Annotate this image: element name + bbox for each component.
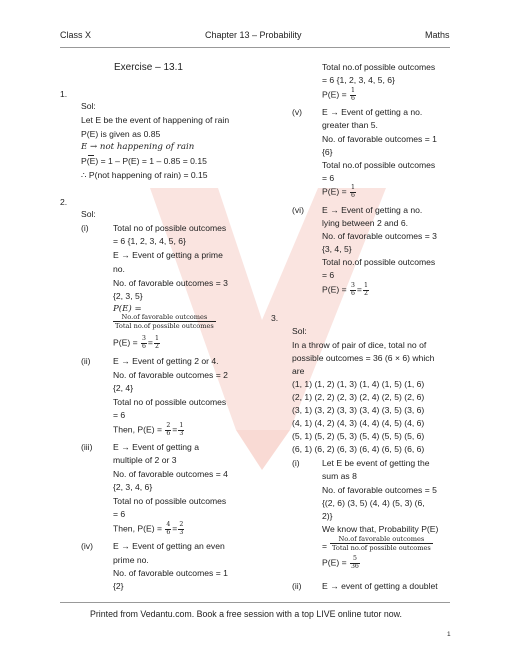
q3-i-line: sum as 8 bbox=[322, 471, 357, 481]
frac-num: 1 bbox=[363, 282, 368, 289]
frac-num: 1 bbox=[154, 335, 159, 342]
frac-den: 6 bbox=[166, 429, 171, 437]
q3-line: are bbox=[292, 366, 305, 376]
fraction-numerator: No.of favorable outcomes bbox=[330, 535, 433, 544]
q2-ii-line: Total no of possible outcomes bbox=[113, 397, 227, 407]
q2-vi-line: Total no.of possible outcomes bbox=[322, 257, 436, 267]
dice-row: (6, 1) (6, 2) (6, 3) (6, 4) (6, 5) (6, 6) bbox=[292, 444, 425, 454]
q2-iv-cont-line: Total no.of possible outcomes bbox=[322, 62, 436, 72]
frac-den: 3 bbox=[179, 429, 184, 437]
q2-number: 2. bbox=[60, 197, 68, 207]
q1-line: P(E) is given as 0.85 bbox=[81, 129, 161, 139]
q2-i-line: {2, 3, 5} bbox=[113, 291, 143, 301]
page-number: 1 bbox=[447, 631, 451, 638]
q2-v-line: Total no.of possible outcomes bbox=[322, 160, 436, 170]
frac-den: 2 bbox=[363, 289, 368, 297]
q2-iii-result bbox=[113, 522, 185, 536]
header-subject: Maths bbox=[425, 30, 450, 40]
dice-row: (4, 1) (4, 2) (4, 3) (4, 4) (4, 5) (4, 6) bbox=[292, 418, 425, 428]
frac-den: 36 bbox=[350, 562, 359, 570]
frac-num: 4 bbox=[166, 521, 171, 528]
q3-line: possible outcomes = 36 (6 × 6) which bbox=[292, 353, 435, 363]
q2-iv-line: E → Event of getting an even bbox=[113, 541, 225, 551]
q2-v-line: greater than 5. bbox=[322, 120, 378, 130]
q2-v-line: No. of favorable outcomes = 1 bbox=[322, 134, 437, 144]
result-label: P(E) = bbox=[322, 186, 347, 197]
q2-i-line: no. bbox=[113, 264, 125, 274]
equals: = bbox=[172, 523, 178, 534]
q2-i-label: (i) bbox=[81, 223, 89, 233]
q2-v-label: (v) bbox=[292, 107, 303, 117]
q2-vi-line: E → Event of getting a no. bbox=[322, 205, 423, 215]
frac-num: 1 bbox=[350, 87, 355, 94]
frac-den: 3 bbox=[179, 528, 184, 536]
q2-v-line: E → Event of getting a no. bbox=[322, 107, 423, 117]
q2-iv-line: No. of favorable outcomes = 1 bbox=[113, 568, 228, 578]
q2-v-result bbox=[322, 185, 357, 199]
q2-vi-line: lying between 2 and 6. bbox=[322, 218, 409, 228]
q2-iv-result bbox=[322, 88, 357, 102]
q3-i-line: No. of favorable outcomes = 5 bbox=[322, 485, 437, 495]
frac-den: 6 bbox=[166, 528, 171, 536]
q3-ii-label: (ii) bbox=[292, 581, 302, 591]
q2-iii-line: multiple of 2 or 3 bbox=[113, 455, 177, 465]
frac-den: 6 bbox=[350, 191, 355, 199]
q2-v-line: = 6 bbox=[322, 173, 335, 183]
dice-row: (3, 1) (3, 2) (3, 3) (3, 4) (3, 5) (3, 6) bbox=[292, 405, 425, 415]
q2-iv-cont-line: = 6 {1, 2, 3, 4, 5, 6} bbox=[322, 75, 395, 85]
equals: = bbox=[147, 337, 153, 348]
fraction-denominator: Total no.of possible outcomes bbox=[332, 544, 431, 553]
result-label: P(E) = bbox=[113, 337, 138, 348]
q1-line-math: E → not happening of rain bbox=[81, 142, 195, 152]
q3-i-fraction bbox=[330, 535, 433, 553]
q2-iii-line: = 6 bbox=[113, 509, 126, 519]
q2-ii-label: (ii) bbox=[81, 356, 91, 366]
q3-i-line: {(2, 6) (3, 5) (4, 4) (5, 3) (6, bbox=[322, 498, 425, 508]
q3-i-equals: = bbox=[322, 541, 328, 551]
q2-iv-line: {2} bbox=[113, 581, 124, 591]
q2-v-line: {6} bbox=[322, 147, 333, 157]
q2-i-line: = 6 {1, 2, 3, 4, 5, 6} bbox=[113, 236, 186, 246]
equals: = bbox=[356, 284, 362, 295]
frac-num: 3 bbox=[141, 335, 146, 342]
frac-den: 6 bbox=[350, 289, 355, 297]
header-chapter: Chapter 13 – Probability bbox=[205, 30, 302, 40]
q3-i-line: 2)} bbox=[322, 511, 333, 521]
dice-row: (5, 1) (5, 2) (5, 3) (5, 4) (5, 5) (5, 6) bbox=[292, 431, 425, 441]
q2-i-line: E → Event of getting a prime bbox=[113, 250, 223, 260]
result-label: P(E) = bbox=[322, 557, 347, 568]
q2-ii-result bbox=[113, 423, 185, 437]
frac-num: 2 bbox=[166, 422, 171, 429]
q2-ii-line: {2, 4} bbox=[113, 383, 134, 393]
q2-i-fraction bbox=[113, 313, 216, 331]
header-rule bbox=[60, 47, 450, 48]
fraction-numerator: No.of favorable outcomes bbox=[113, 313, 216, 322]
q1-sol: Sol: bbox=[81, 101, 96, 111]
q3-number: 3. bbox=[271, 313, 279, 323]
q1-number: 1. bbox=[60, 89, 68, 99]
frac-num: 5 bbox=[350, 556, 360, 564]
frac-num: 1 bbox=[179, 422, 184, 429]
q2-vi-label: (vi) bbox=[292, 205, 304, 215]
q2-i-pe: P(E) = bbox=[113, 304, 142, 314]
q3-i-result bbox=[322, 556, 361, 570]
q3-line: In a throw of pair of dice, total no of bbox=[292, 340, 427, 350]
q2-vi-line: = 6 bbox=[322, 270, 335, 280]
frac-num: 2 bbox=[179, 521, 184, 528]
q2-vi-result bbox=[322, 283, 370, 297]
q2-ii-line: No. of favorable outcomes = 2 bbox=[113, 370, 228, 380]
q3-sol: Sol: bbox=[292, 326, 307, 336]
q2-i-line: No. of favorable outcomes = 3 bbox=[113, 278, 228, 288]
q2-iii-line: E → Event of getting a bbox=[113, 442, 199, 452]
q2-iv-label: (iv) bbox=[81, 541, 93, 551]
q2-ii-line: = 6 bbox=[113, 410, 126, 420]
result-label: P(E) = bbox=[322, 284, 347, 295]
q2-vi-line: {3, 4, 5} bbox=[322, 244, 352, 254]
footer-rule bbox=[60, 602, 450, 603]
fraction-denominator: Total no.of possible outcomes bbox=[115, 322, 214, 331]
q1-line: ∴ P(not happening of rain) = 0.15 bbox=[81, 170, 208, 180]
equals: = bbox=[172, 424, 178, 435]
q2-iii-line: No. of favorable outcomes = 4 bbox=[113, 469, 228, 479]
q3-ii-line: E → event of getting a doublet bbox=[322, 581, 438, 591]
result-label: Then, P(E) = bbox=[113, 523, 162, 534]
q2-i-line: Total no of possible outcomes bbox=[113, 223, 227, 233]
q3-i-line: Let E be event of getting the bbox=[322, 458, 430, 468]
q1-line: P(E) = 1 – P(E) = 1 – 0.85 = 0.15 bbox=[81, 156, 207, 166]
q2-iii-line: Total no of possible outcomes bbox=[113, 496, 227, 506]
dice-row: (2, 1) (2, 2) (2, 3) (2, 4) (2, 5) (2, 6) bbox=[292, 392, 425, 402]
q2-vi-line: No. of favorable outcomes = 3 bbox=[322, 231, 437, 241]
frac-num: 1 bbox=[350, 184, 355, 191]
exercise-title: Exercise – 13.1 bbox=[114, 62, 183, 73]
q2-iv-line: prime no. bbox=[113, 555, 149, 565]
q1-line: Let E be the event of happening of rain bbox=[81, 115, 230, 125]
frac-den: 6 bbox=[350, 94, 355, 102]
q3-i-line: We know that, Probability P(E) bbox=[322, 524, 439, 534]
frac-den: 2 bbox=[154, 342, 159, 350]
frac-num: 3 bbox=[350, 282, 355, 289]
header-class: Class X bbox=[60, 30, 92, 40]
bar-over-e bbox=[88, 155, 94, 156]
result-label: Then, P(E) = bbox=[113, 424, 162, 435]
q2-i-result bbox=[113, 336, 161, 350]
dice-row: (1, 1) (1, 2) (1, 3) (1, 4) (1, 5) (1, 6) bbox=[292, 379, 425, 389]
q2-sol: Sol: bbox=[81, 209, 96, 219]
footer-text: Printed from Vedantu.com. Book a free session with a top LIVE online tutor now. bbox=[90, 609, 402, 619]
q2-ii-line: E → Event of getting 2 or 4. bbox=[113, 356, 219, 366]
q2-iii-label: (iii) bbox=[81, 442, 93, 452]
frac-den: 6 bbox=[141, 342, 146, 350]
q3-i-label: (i) bbox=[292, 458, 300, 468]
result-label: P(E) = bbox=[322, 89, 347, 100]
q2-iii-line: {2, 3, 4, 6} bbox=[113, 482, 153, 492]
